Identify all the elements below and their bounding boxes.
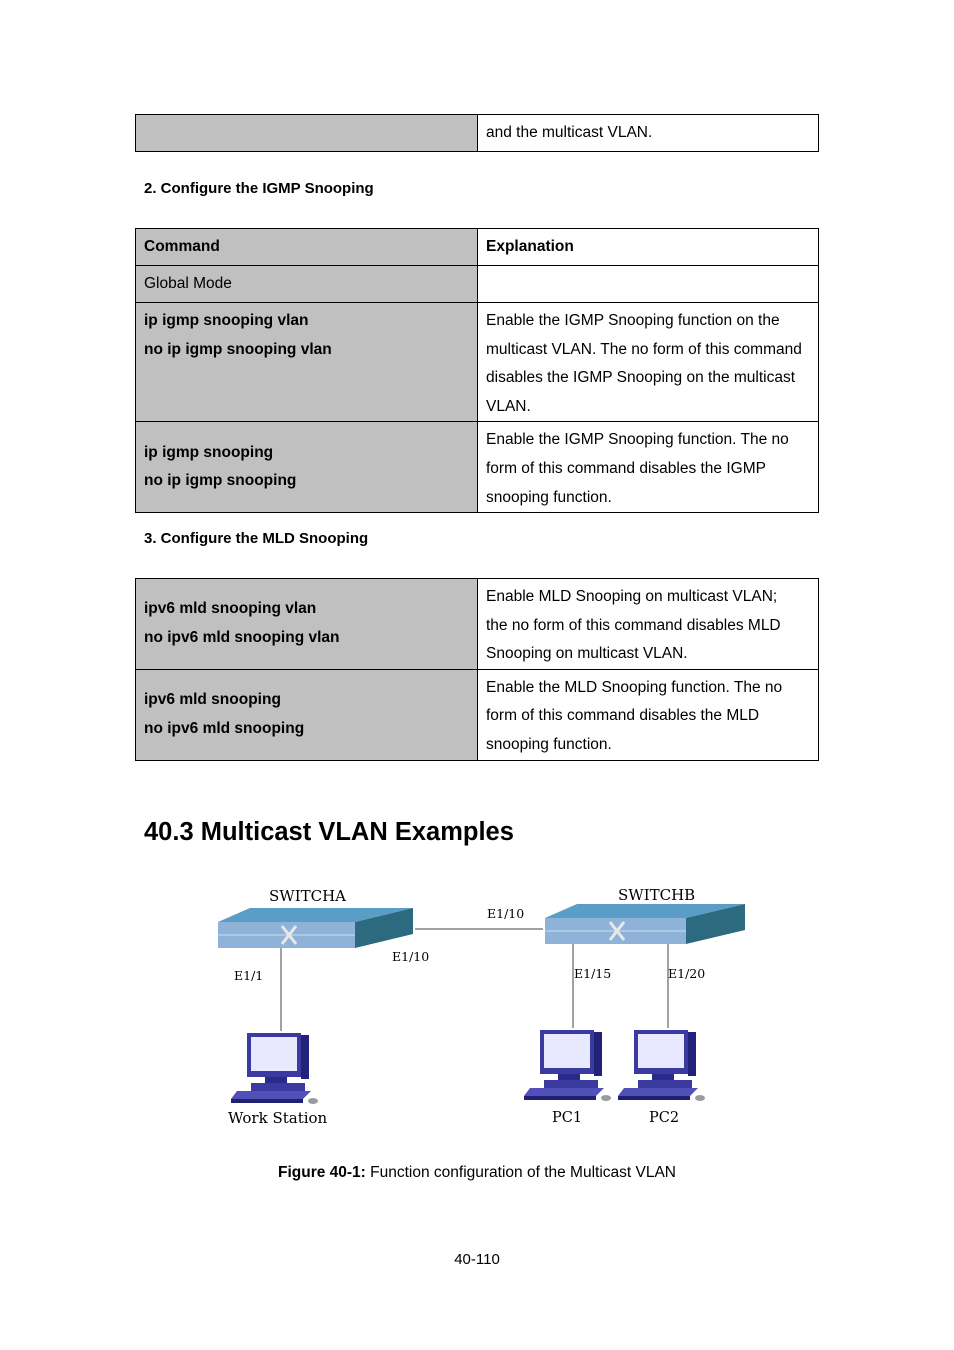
port-label: E1/20 — [668, 966, 706, 981]
port-label: E1/1 — [234, 968, 264, 983]
figure-caption-label: Figure 40-1: — [277, 1164, 366, 1181]
explanation-line: VLAN. — [486, 397, 531, 415]
workstation-icon — [231, 1033, 318, 1104]
explanation-line: Snooping on multicast VLAN. — [486, 645, 688, 663]
command-text: no ip igmp snooping — [144, 472, 297, 490]
header-command: Command — [136, 229, 478, 266]
page-number: 40-110 — [454, 1251, 500, 1268]
explanation-line: Enable the IGMP Snooping function on the — [486, 312, 780, 329]
section-title: 40.3 Multicast VLAN Examples — [144, 818, 514, 846]
explanation-line: Enable the MLD Snooping function. The no — [486, 678, 783, 696]
explanation-line: snooping function. — [486, 735, 612, 753]
switch-a-label: SWITCHA — [269, 887, 347, 905]
switch-b-label: SWITCHB — [618, 886, 696, 904]
command-text: ip igmp snooping vlan — [144, 312, 309, 329]
pc1-icon — [524, 1030, 611, 1101]
explanation-line: form of this command disables the MLD — [486, 707, 760, 725]
figure-caption-text: Function configuration of the Multicast VLAN — [365, 1164, 677, 1181]
command-text: ipv6 mld snooping vlan — [144, 600, 317, 618]
switch-a-icon — [218, 908, 413, 948]
pc1-label: PC1 — [552, 1110, 583, 1126]
explanation-line: form of this command disables the IGMP — [486, 459, 766, 477]
port-label: E1/15 — [574, 966, 612, 981]
explanation-line: the no form of this command disables MLD — [486, 616, 781, 634]
explanation-line: Enable the IGMP Snooping function. The no — [486, 431, 789, 449]
workstation-label: Work Station — [228, 1109, 328, 1127]
command-text: no ipv6 mld snooping vlan — [144, 628, 340, 646]
explanation-line: snooping function. — [486, 488, 612, 506]
explanation-line: Enable MLD Snooping on multicast VLAN; — [486, 588, 778, 605]
pc2-icon — [618, 1030, 705, 1101]
command-text: ip igmp snooping — [144, 443, 274, 461]
figure-caption — [0, 1164, 954, 1182]
port-label: E1/10 — [487, 906, 525, 921]
command-text: no ipv6 mld snooping — [144, 719, 305, 737]
igmp-section-heading: 2. Configure the IGMP Snooping — [144, 180, 374, 197]
explanation-line: multicast VLAN. The no form of this command — [486, 340, 802, 358]
port-label: E1/10 — [392, 949, 430, 964]
header-explanation: Explanation — [478, 229, 819, 266]
mld-section-heading: 3. Configure the MLD Snooping — [144, 530, 369, 547]
command-text: ipv6 mld snooping — [144, 691, 281, 709]
switch-b-icon — [545, 904, 745, 944]
mode-cell: Global Mode — [136, 266, 478, 303]
table-cell-explanation: and the multicast VLAN. — [478, 115, 819, 152]
pc2-label: PC2 — [649, 1110, 680, 1126]
explanation-line: disables the IGMP Snooping on the multicast — [486, 369, 796, 387]
command-text: no ip igmp snooping vlan — [144, 340, 332, 358]
